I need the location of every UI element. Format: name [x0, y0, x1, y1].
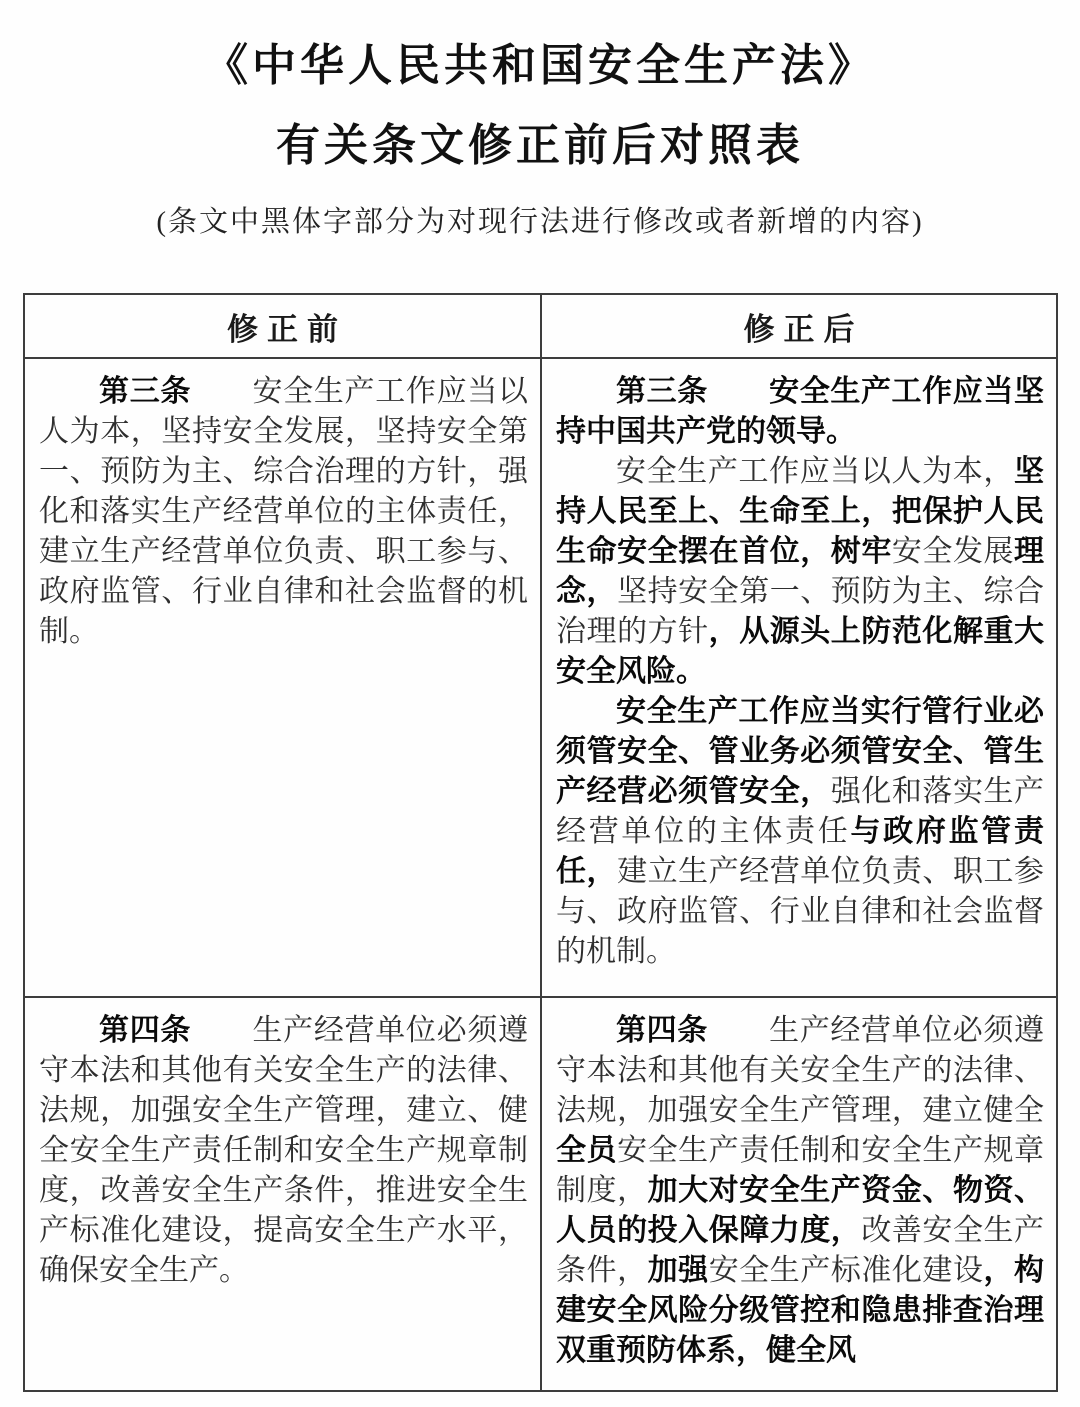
original-text: 安全生产工作应当以人为本，: [616, 455, 1014, 488]
amended-text: 第三条: [616, 375, 708, 408]
amended-text: 第四条: [616, 1014, 708, 1047]
amended-text: 安全生产工作应当坚持中国共产党的领导。: [556, 375, 1045, 448]
document-title-line-1: 《中华人民共和国安全生产法》: [204, 41, 876, 90]
original-text: 安全生产标准化建设: [708, 1254, 984, 1287]
law-paragraph: [556, 372, 1044, 452]
header-cell-after: 修正后: [542, 295, 1056, 359]
law-paragraph: [556, 1011, 1044, 1371]
original-text: [191, 375, 252, 408]
amended-text: 与政府监管责任，: [556, 815, 1045, 888]
original-text: 安全发展: [891, 535, 1015, 568]
document-title-line-2: 有关条文修正前后对照表: [276, 121, 804, 170]
original-text: 生产经营单位必须遵守本法和其他有关安全生产的法律、法规，加强安全生产管理，建立健全: [556, 1014, 1045, 1127]
amended-text: ，从源头上防范化解重大安全风险。: [556, 615, 1045, 688]
header-cell-before: 修正前: [25, 295, 542, 359]
original-text: [191, 1014, 252, 1047]
law-paragraph: [39, 1011, 528, 1291]
original-text: 安全生产责任制和安全生产规章制度，: [556, 1134, 1045, 1207]
comparison-table: [23, 293, 1058, 1392]
amended-text: ，构建安全风险分级管控和隐患排查治理双重预防体系，健全风: [556, 1254, 1045, 1367]
original-text: 建立生产经营单位负责、职工参与、政府监管、行业自律和社会监督的机制。: [556, 855, 1045, 968]
original-text: 改善安全生产条件，: [556, 1214, 1045, 1287]
original-text: 安全生产工作应当以人为本，坚持安全发展，坚持安全第一、预防为主、综合治理的方针，强化和落实生产经营单位的主体责任，建立生产经营单位负责、职工参与、政府监管、行业自律和社会监督的机制。: [39, 375, 529, 648]
amended-text: [708, 375, 769, 408]
amended-text: 全员: [556, 1134, 618, 1167]
amendment-note: (条文中黑体字部分为对现行法进行修改或者新增的内容): [156, 206, 924, 238]
amended-text: 第四条: [99, 1014, 192, 1047]
law-paragraph: [556, 692, 1044, 972]
amended-text: 坚持人民至上、生命至上，把保护人民生命安全摆在首位，树牢: [556, 455, 1044, 568]
cell-article3-after: [542, 359, 1056, 998]
amended-text: 加大对安全生产资金、物资、人员的投入保障力度，: [556, 1174, 1045, 1247]
original-text: [708, 1014, 769, 1047]
original-text: 强化和落实生产经营单位的主体责任: [556, 775, 1045, 848]
law-paragraph: [39, 372, 528, 652]
original-text: 生产经营单位必须遵守本法和其他有关安全生产的法律、法规，加强安全生产管理，建立、健全安全生产责任制和安全生产规章制度，改善安全生产条件，推进安全生产标准化建设，提高安全生产水平，确保安全生产。: [39, 1014, 529, 1287]
cell-article4-before: [25, 998, 542, 1390]
amended-text: 安全生产工作应当实行管行业必须管安全、管业务必须管安全、管生产经营必须管安全，: [556, 695, 1044, 808]
original-text: 坚持安全第一、预防为主、综合治理的方针: [556, 575, 1045, 648]
amended-text: 第三条: [99, 375, 192, 408]
amended-text: 加强: [647, 1254, 709, 1287]
amended-text: 理念，: [556, 535, 1045, 608]
cell-article4-after: [542, 998, 1056, 1390]
cell-article3-before: [25, 359, 542, 998]
law-paragraph: [556, 452, 1044, 692]
